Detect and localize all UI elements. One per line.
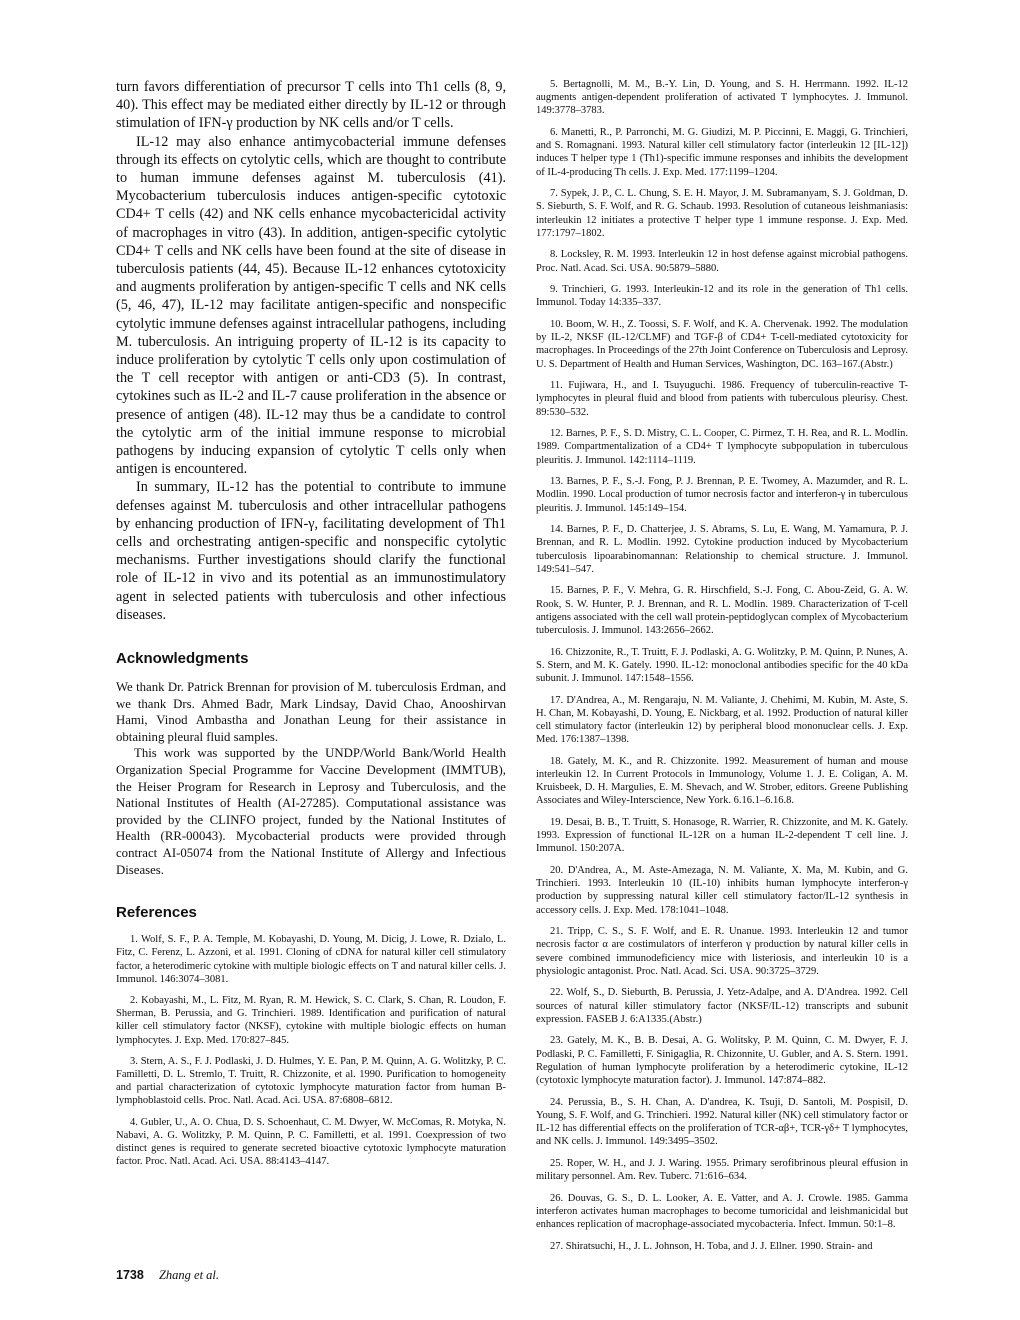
reference-item: 24. Perussia, B., S. H. Chan, A. D'andrea, K. Tsuji, D. Santoli, M. Pospisil, D. Young, S. F. Wolf, and G. Trinchieri. 1992. Natural killer (NK) cell stimulatory factor or IL-12 has differential effects on the proliferation of TCR-αβ+, TCR-γδ+ T lymphocytes, and NK cells. J. Immunol. 149:3495–3502. xyxy=(536,1096,908,1148)
page-footer xyxy=(116,1268,219,1283)
reference-item: 9. Trinchieri, G. 1993. Interleukin-12 and its role in the generation of Th1 cells. Immunol. Today 14:335–337. xyxy=(536,284,908,309)
reference-item: 12. Barnes, P. F., S. D. Mistry, C. L. Cooper, C. Pirmez, T. H. Rea, and R. L. Modlin. 1989. Compartmentalization of a CD4+ T lymphocyte subpopulation in tuberculous pleuritis. J. Immunol. 142:1114–1119. xyxy=(536,428,908,466)
acknowledgments-heading: Acknowledgments xyxy=(116,650,249,668)
reference-item: 2. Kobayashi, M., L. Fitz, M. Ryan, R. M. Hewick, S. C. Clark, S. Chan, R. Loudon, F. Sherman, B. Perussia, and G. Trinchieri. 1989. Identification and purification of natural killer cell stimulatory factor (NKSF), cytokine with multiple biologic effects on human lymphocytes. J. Exp. Med. 170:827–845. xyxy=(116,995,506,1046)
page-number: 1738 xyxy=(116,1268,144,1282)
body-paragraph: turn favors differentiation of precursor T cells into Th1 cells (8, 9, 40). This effect may be mediated either directly by IL-12 or through stimulation of IFN-γ production by NK cells and/or T cells. xyxy=(116,79,506,132)
body-paragraph: IL-12 may also enhance antimycobacterial immune defenses through its effects on cytolytic cells, which are thought to contribute to human immune defenses against M. tuberculosis (41). Mycobacterium tuberculosis induces antigen-specific cytotoxic CD4+ T cells (42) and NK cells enhance mycobactericidal activity of macrophages in vitro (43). In addition, antigen-specific cytolytic CD4+ T cells and NK cells have been found at the site of disease in tuberculosis patients (44, 45). Because IL-12 enhances cytotoxicity and augments proliferation by antigen-specific T cells and NK cells (5, 46, 47), IL-12 may facilitate antigen-specific and nonspecific cytolytic immune defenses against intracellular pathogens, including M. tuberculosis. An intriguing property of IL-12 is its capacity to induce proliferation by cytolytic T cells only upon costimulation of the T cell receptor with antigen or anti-CD3 (5). In contrast, cytokines such as IL-2 and IL-7 cause proliferation in the absence or presence of antigen (48). IL-12 may thus be a candidate to control the cytolytic arm of the initial immune response to microbial pathogens by inducing expansion of cytolytic T cells only when antigen is encountered. xyxy=(116,133,506,478)
left-column xyxy=(116,78,506,1176)
reference-item: 8. Locksley, R. M. 1993. Interleukin 12 in host defense against microbial pathogens. Proc. Natl. Acad. Sci. USA. 90:5879–5880. xyxy=(536,249,908,274)
reference-item: 17. D'Andrea, A., M. Rengaraju, N. M. Valiante, J. Chehimi, M. Kubin, M. Aste, S. H. Chan, M. Kobayashi, D. Young, E. Nickbarg, et al. 1992. Production of natural killer cell stimulatory factor (interleukin 12) by peripheral blood mononuclear cells. J. Exp. Med. 176:1387–1398. xyxy=(536,694,908,746)
reference-item: 13. Barnes, P. F., S.-J. Fong, P. J. Brennan, P. E. Twomey, A. Mazumder, and R. L. Modlin. 1990. Local production of tumor necrosis factor and interferon-γ in tuberculous pleuritis. J. Immunol. 145:149–154. xyxy=(536,476,908,514)
references-heading: References xyxy=(116,904,197,922)
reference-item: 21. Tripp, C. S., S. F. Wolf, and E. R. Unanue. 1993. Interleukin 12 and tumor necrosis factor α are costimulators of interferon γ production by natural killer cells in severe combined immunodeficiency mice with listeriosis, and interleukin 10 is a physiologic antagonist. Proc. Natl. Acad. Sci. USA. 90:3725–3729. xyxy=(536,926,908,977)
reference-item: 22. Wolf, S., D. Sieburth, B. Perussia, J. Yetz-Adalpe, and A. D'Andrea. 1992. Cell sources of natural killer stimulatory factor (NKSF/IL-12) transcripts and subunit expression. FASEB J. 6:A1335.(Abstr.) xyxy=(536,987,908,1025)
reference-item: 7. Sypek, J. P., C. L. Chung, S. E. H. Mayor, J. M. Subramanyam, S. J. Goldman, D. S. Sieburth, S. F. Wolf, and R. G. Schaub. 1993. Resolution of cutaneous leishmaniasis: interleukin 12 initiates a protective T helper type 1 immune response. J. Exp. Med. 177:1797–1802. xyxy=(536,188,908,239)
reference-item: 19. Desai, B. B., T. Truitt, S. Honasoge, R. Warrier, R. Chizzonite, and M. K. Gately. 1993. Expression of functional IL-12R on a human IL-2-dependent T cell line. J. Immunol. 150:207A. xyxy=(536,817,908,855)
right-column xyxy=(536,78,908,1261)
reference-item: 23. Gately, M. K., B. B. Desai, A. G. Wolitsky, P. M. Quinn, C. M. Dwyer, F. J. Podlaski, P. C. Familletti, F. Sinigaglia, R. Chizonnite, U. Gubler, and A. S. Stern. 1991. Regulation of human lymphocyte proliferation by a heterodimeric cytokine, IL-12 (cytotoxic lymphocyte maturation factor). J. Immunol. 147:874–882. xyxy=(536,1035,908,1087)
reference-item: 11. Fujiwara, H., and I. Tsuyuguchi. 1986. Frequency of tuberculin-reactive T-lymphocytes in pleural fluid and blood from patients with tuberculous pleurisy. Chest. 89:530–532. xyxy=(536,380,908,418)
reference-item: 15. Barnes, P. F., V. Mehra, G. R. Hirschfield, S.-J. Fong, C. Abou-Zeid, G. A. W. Rook, S. W. Hunter, P. J. Brennan, and R. L. Modlin. 1989. Characterization of T-cell antigens associated with the cell wall protein-peptidoglycan complex of Mycobacterium tuberculosis. J. Immunol. 143:2656–2662. xyxy=(536,585,908,637)
reference-item: 4. Gubler, U., A. O. Chua, D. S. Schoenhaut, C. M. Dwyer, W. McComas, R. Motyka, N. Nabavi, A. G. Wolitzky, P. M. Quinn, P. C. Familletti, et al. 1991. Coexpression of two distinct genes is required to generate secreted bioactive cytotoxic lymphocyte maturation factor. Proc. Natl. Acad. Aci. USA. 88:4143–4147. xyxy=(116,1116,506,1168)
reference-item: 20. D'Andrea, A., M. Aste-Amezaga, N. M. Valiante, X. Ma, M. Kubin, and G. Trinchieri. 1993. Interleukin 10 (IL-10) inhibits human lymphocyte interferon-γ production by suppressing natural killer cell stimulatory factor/IL-12 synthesis in accessory cells. J. Exp. Med. 178:1041–1048. xyxy=(536,865,908,916)
reference-item: 25. Roper, W. H., and J. J. Waring. 1955. Primary serofibrinous pleural effusion in military personnel. Am. Rev. Tuberc. 71:616–634. xyxy=(536,1157,908,1183)
acknowledgments-paragraph: We thank Dr. Patrick Brennan for provision of M. tuberculosis Erdman, and we thank Drs. Ahmed Badr, Mark Lindsay, David Chao, Anooshirvan Hami, Vinod Ambastha and Jonathan Leung for their assistance in obtaining pleural fluid samples. xyxy=(116,680,506,744)
reference-item: 10. Boom, W. H., Z. Toossi, S. F. Wolf, and K. A. Chervenak. 1992. The modulation by IL-2, NKSF (IL-12/CLMF) and TGF-β of CD4+ T-cell-mediated cytotoxicity for macrophages. In Proceedings of the 27th Joint Conference on Tuberculosis and Leprosy. U. S. Department of Health and Human Services, Washington, DC. 163–167.(Abstr.) xyxy=(536,319,908,370)
reference-item: 6. Manetti, R., P. Parronchi, M. G. Giudizi, M. P. Piccinni, E. Maggi, G. Trinchieri, and S. Romagnani. 1993. Natural killer cell stimulatory factor (interleukin 12 [IL-12]) induces T helper type 1 (Th1)-specific immune responses and inhibits the development of IL-4-producing Th cells. J. Exp. Med. 177:1199–1204. xyxy=(536,127,908,178)
reference-item: 5. Bertagnolli, M. M., B.-Y. Lin, D. Young, and S. H. Herrmann. 1992. IL-12 augments antigen-dependent proliferation of activated T lymphocytes. J. Immunol. 149:3778–3783. xyxy=(536,79,908,117)
running-author: Zhang et al. xyxy=(158,1268,220,1282)
reference-item: 14. Barnes, P. F., D. Chatterjee, J. S. Abrams, S. Lu, E. Wang, M. Yamamura, P. J. Brennan, and R. L. Modlin. 1992. Cytokine production induced by Mycobacterium tuberculosis lipoarabinomannan: Relationship to chemical structure. J. Immunol. 149:541–547. xyxy=(536,524,908,575)
reference-item: 16. Chizzonite, R., T. Truitt, F. J. Podlaski, A. G. Wolitzky, P. M. Quinn, P. Nunes, A. S. Stern, and M. K. Gately. 1990. IL-12: monoclonal antibodies specific for the 40 kDa subunit. J. Immunol. 147:1548–1556. xyxy=(536,646,908,685)
acknowledgments-paragraph: This work was supported by the UNDP/World Bank/World Health Organization Special Programme for Vaccine Development (IMMTUB), the Heiser Program for Research in Leprosy and Tuberculosis, and the National Institutes of Health (AI-27285). Computational assistance was provided by the CLINFO project, funded by the National Institutes of Health (RR-00043). Mycobacterial products were provided through contract AI-05074 from the National Institute of Allergy and Infectious Diseases. xyxy=(116,746,506,877)
reference-item: 1. Wolf, S. F., P. A. Temple, M. Kobayashi, D. Young, M. Dicig, J. Lowe, R. Dzialo, L. Fitz, C. Ferenz, L. Azzoni, et al. 1991. Cloning of cDNA for natural killer cell stimulatory factor, a heterodimeric cytokine with multiple biologic effects on T and natural killer cells. J. Immunol. 146:3074–3081. xyxy=(116,934,507,985)
reference-item: 18. Gately, M. K., and R. Chizzonite. 1992. Measurement of human and mouse interleukin 12. In Current Protocols in Immunology, Volume 1. J. E. Coligan, A. M. Kruisbeek, D. H. Margulies, E. M. Shevach, and W. Strober, editors. Greene Publishing Associates and Wiley-Interscience, New York. 6.16.1–6.16.8. xyxy=(536,755,908,807)
reference-item: 26. Douvas, G. S., D. L. Looker, A. E. Vatter, and A. J. Crowle. 1985. Gamma interferon activates human macrophages to become tumoricidal and leishmanicidal but enhances replication of macrophage-associated mycobacteria. Infect. Immun. 50:1–8. xyxy=(536,1192,908,1231)
body-paragraph: In summary, IL-12 has the potential to contribute to immune defenses against M. tuberculosis and other intracellular pathogens by enhancing production of IFN-γ, facilitating development of Th1 cells and orchestrating antigen-specific and nonspecific cytolytic mechanisms. Further investigations should clarify the functional role of IL-12 in vivo and its potential as an immunostimulatory agent in selected patients with tuberculosis and other infectious diseases. xyxy=(116,479,506,623)
reference-item: 3. Stern, A. S., F. J. Podlaski, J. D. Hulmes, Y. E. Pan, P. M. Quinn, A. G. Wolitzky, P. C. Familletti, D. L. Stremlo, T. Truitt, R. Chizzonite, et al. 1990. Purification to homogeneity and partial characterization of cytotoxic lymphocyte maturation factor from human B-lymphoblastoid cells. Proc. Natl. Acad. Aci. USA. 87:6808–6812. xyxy=(116,1055,506,1107)
reference-item: 27. Shiratsuchi, H., J. L. Johnson, H. Toba, and J. J. Ellner. 1990. Strain- and xyxy=(550,1240,873,1252)
